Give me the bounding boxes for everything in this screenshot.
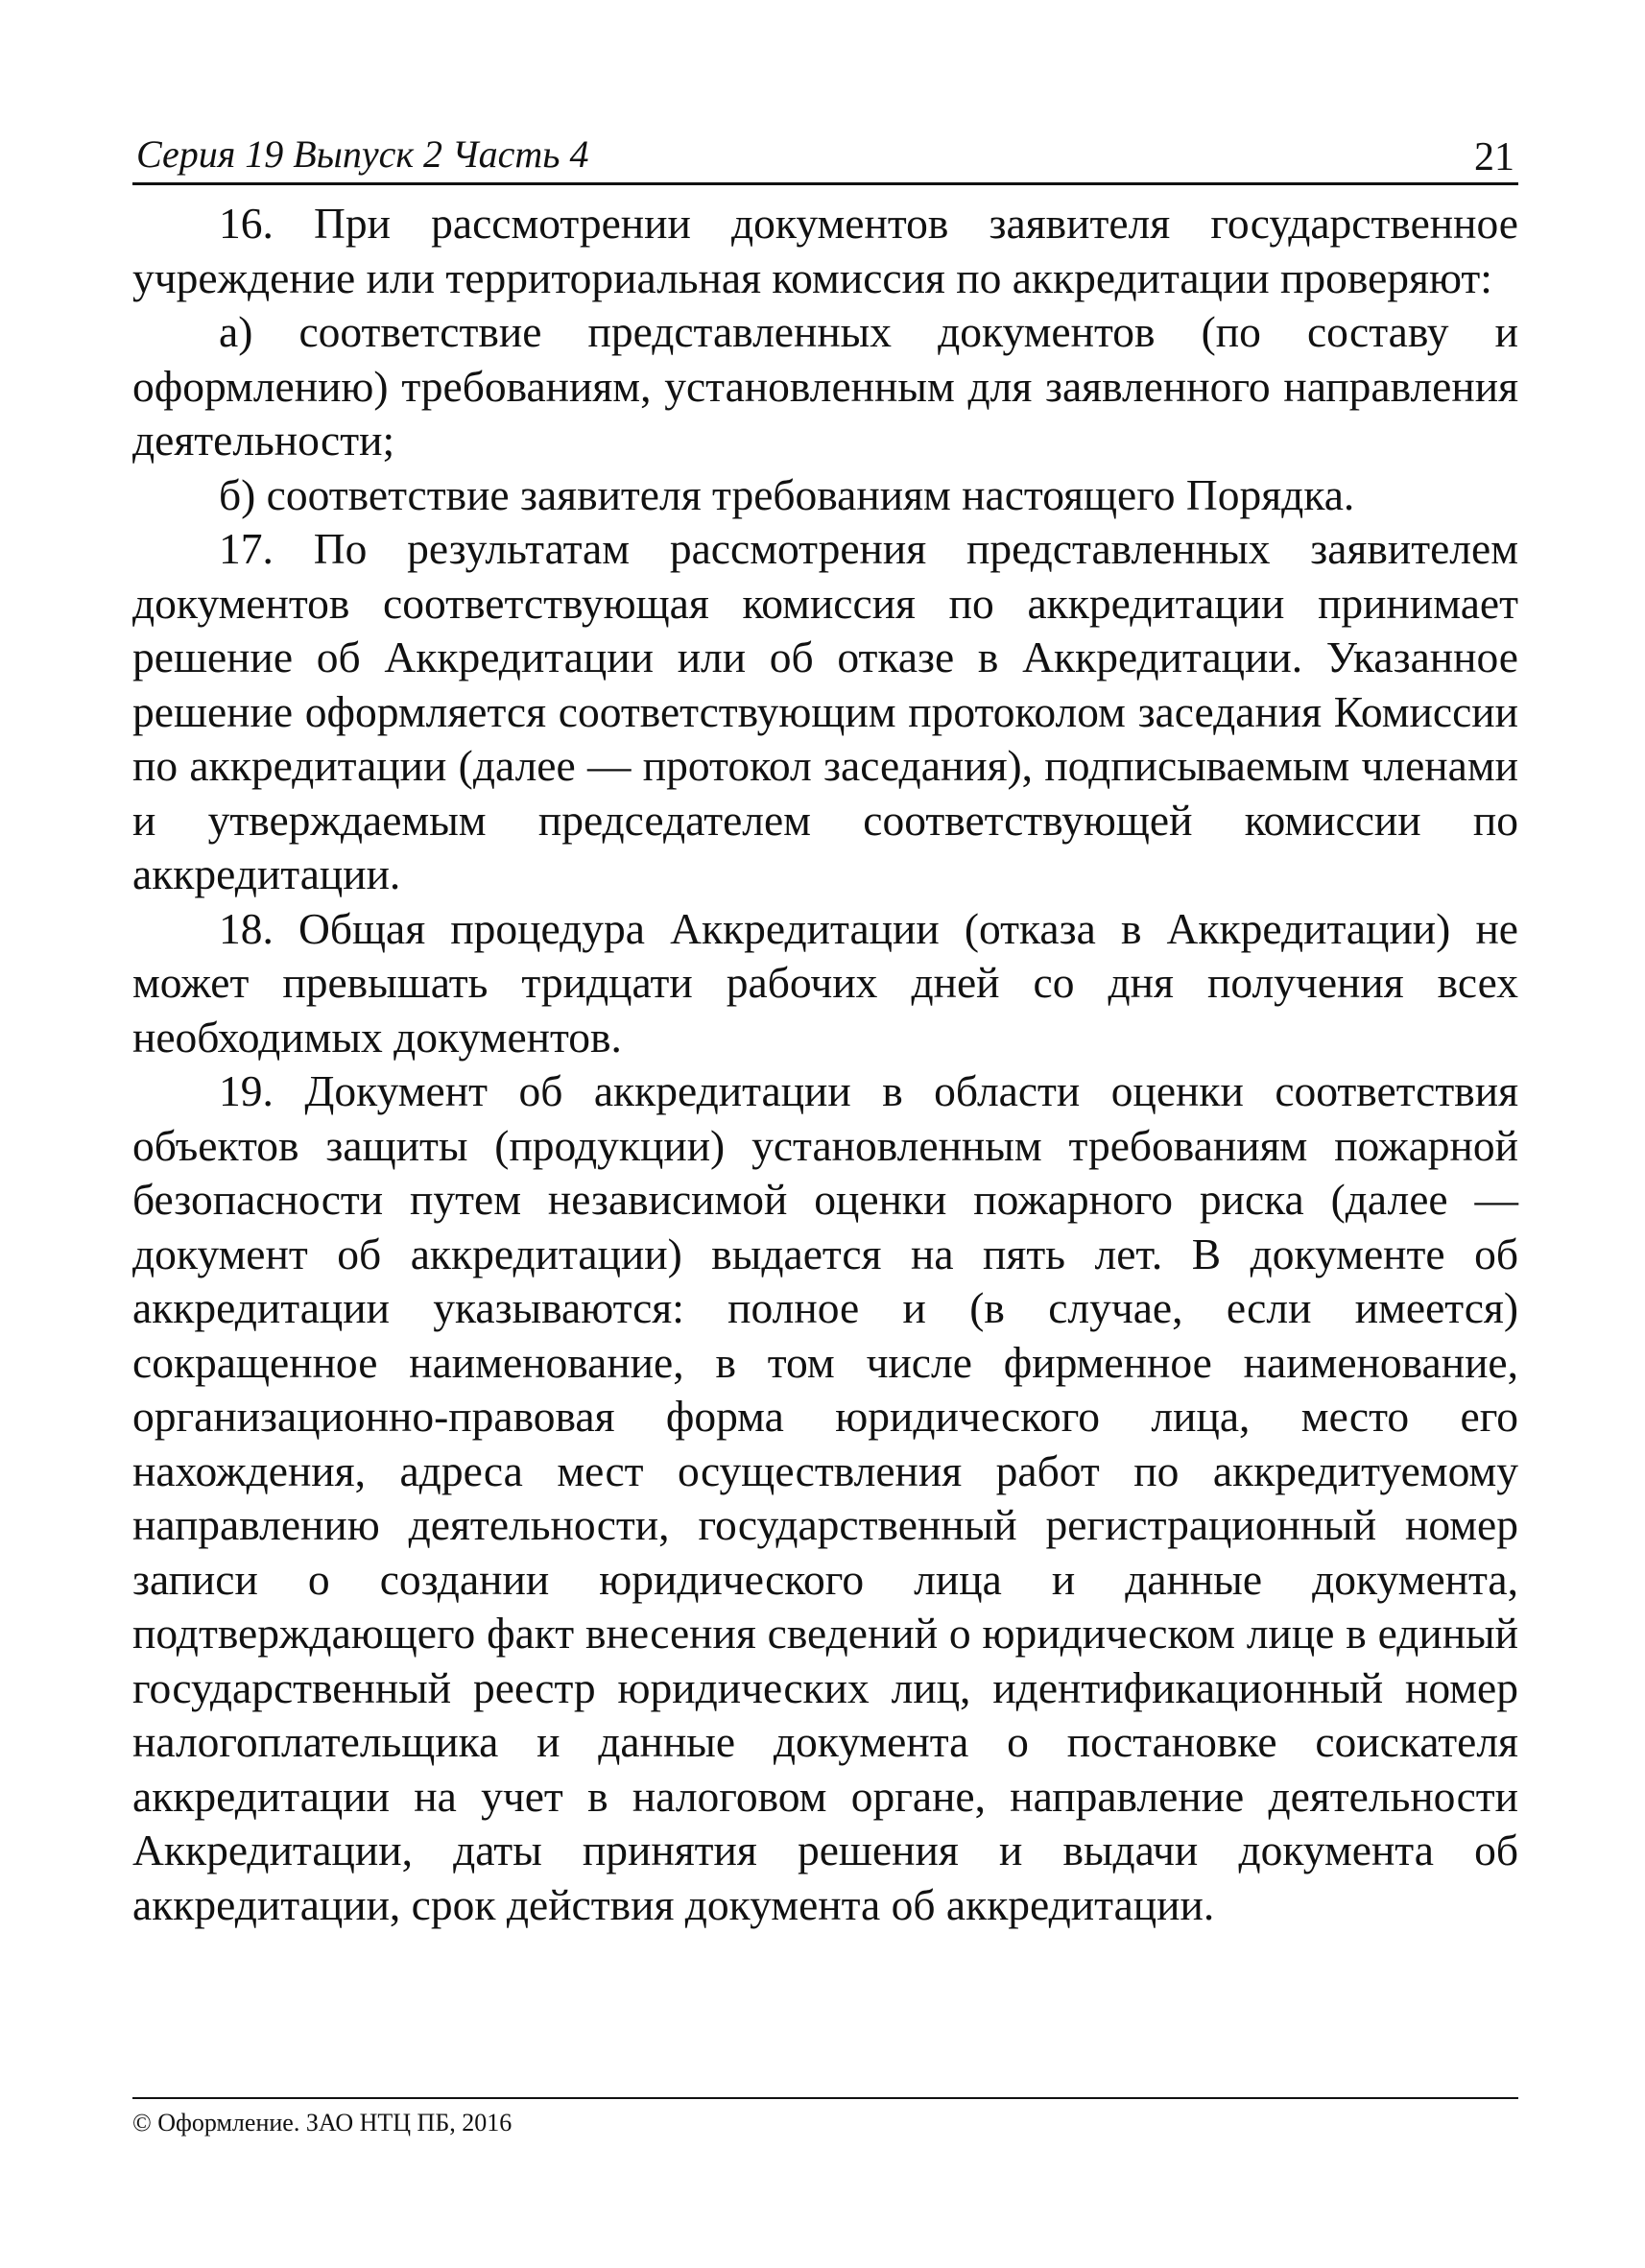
paragraph-16b: б) соответствие заявителя требованиям настоящего Порядка. [219, 469, 1355, 519]
paragraph-19: 19. Документ об аккредитации в области оценки соответствия объектов защиты (продукции) установленным требованиям пожарной безопасности путем независимой оценки пожарного риска (далее — документ об аккредитации) выдается на пять лет. В документе об аккредитации указываются: полное и (в случае, если имеется) сокращенное наименование, в том числе фирменное наименование, организационно-правовая форма юридического лица, место его нахождения, адреса мест осуществления работ по аккредитуемому направлению деятельности, государственный регистрационный номер записи о создании юридического лица и данные документа, подтверждающего факт внесения сведений о юридическом лице в единый государственный реестр юридических лиц, идентификационный номер налогоплательщика и данные документа о постановке соискателя аккредитации на учет в налоговом органе, направление деятельности Аккредитации, даты принятия решения и выдачи документа об аккредитации, срок действия документа об аккредитации. [132, 1066, 1518, 1929]
page-number: 21 [1474, 135, 1514, 179]
paragraph-16: 16. При рассмотрении документов заявителя государственное учреждение или территориальная комиссия по аккредитации проверяют: [132, 199, 1518, 302]
footer [132, 2097, 1518, 2137]
series-title: Серия 19 Выпуск 2 Часть 4 [136, 132, 589, 176]
paragraph-18: 18. Общая процедура Аккредитации (отказа в Аккредитации) не может превышать тридцати рабочих дней со дня получения всех необходимых документов. [132, 903, 1518, 1062]
paragraph-16a: а) соответствие представленных документов (по составу и оформлению) требованиям, установленным для заявленного направления деятельности; [132, 307, 1518, 465]
page [132, 125, 1518, 1932]
running-head [132, 125, 1518, 185]
paragraph-17: 17. По результатам рассмотрения представленных заявителем документов соответствующая комиссия по аккредитации принимает решение об Аккредитации или об отказе в Аккредитации. Указанное решение оформляется соответствующим протоколом заседания Комиссии по аккредитации (далее — протокол заседания), подписываемым членами и утверждаемым председателем соответствующей комиссии по аккредитации. [132, 524, 1518, 898]
document-body [132, 197, 1518, 1932]
copyright-notice: © Оформление. ЗАО НТЦ ПБ, 2016 [132, 2109, 513, 2137]
